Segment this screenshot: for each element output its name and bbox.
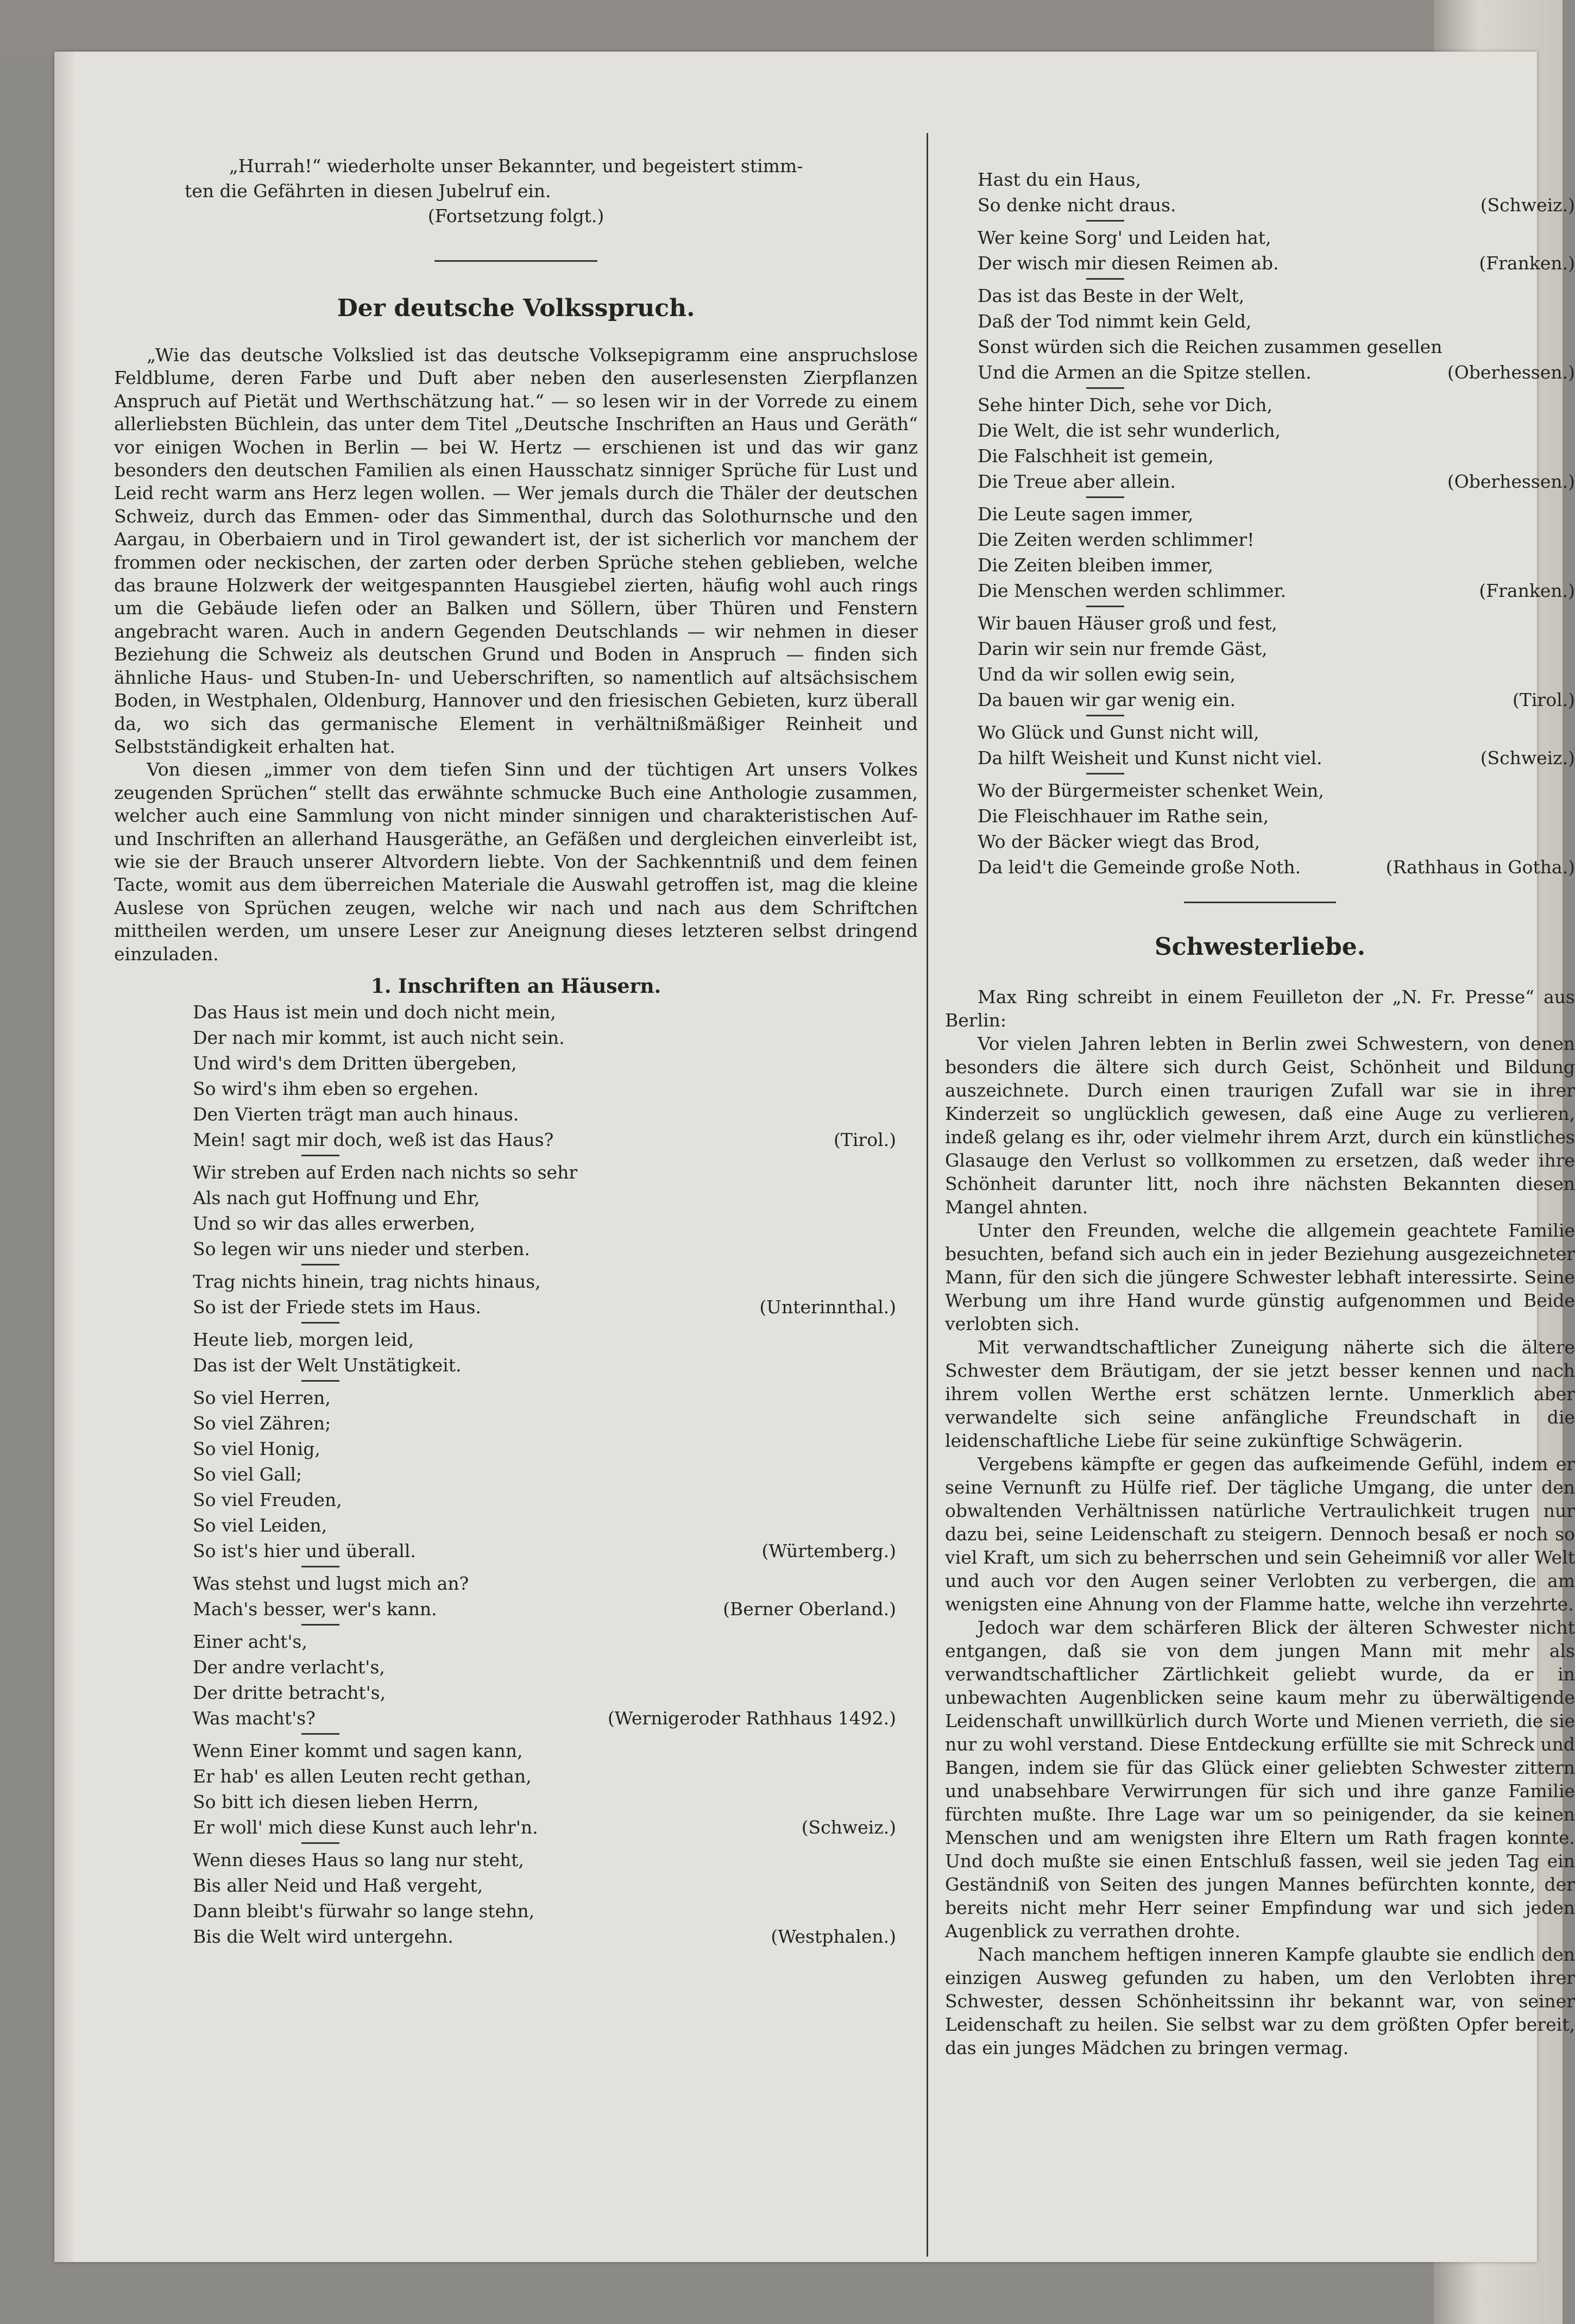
verse (193, 999, 896, 1152)
verse (193, 1629, 896, 1731)
article-paragraph: Nach manchem heftigen inneren Kampfe glaubte sie endlich den einzigen Ausweg gefunden zu haben, um den Verlobten ihrer Schwester, dessen Schönheitssinn ihr bekannt war, von seiner Leidenschaft zu heilen. Sie selbst war zu dem größten Opfer bereit, das ein junges Mädchen zu bringen vermag. (945, 1944, 1575, 2058)
verse-separator (301, 1264, 339, 1265)
verse-list (114, 999, 918, 1949)
verse (978, 610, 1575, 713)
verse-line: Wo Glück und Gunst nicht will, (978, 722, 1259, 743)
verse-separator (1086, 606, 1124, 607)
verse (978, 167, 1575, 218)
verse-line: Wir bauen Häuser groß und fest, (978, 613, 1277, 634)
verse (193, 1571, 896, 1622)
verse-line: Die Leute sagen immer, (978, 503, 1194, 525)
article-paragraph: Vor vielen Jahren lebten in Berlin zwei Schwestern, von denen besonders die ältere sich durch Geist, Schönheit und Bildung auszeichnete. Durch einen traurigen Zufall war sie in ihrer Kinderzeit so unglücklich gewesen, daß eine Auge zu verlieren, indeß gelang es ihr, oder vielmehr ihrem Arzt, durch ein künstliches Glasauge den Verlust so vollkommen zu ersetzen, daß weder ihre Schönheit darunter litt, noch ihre nächsten Bekannten diesen Mangel ahnten. (945, 1033, 1575, 1218)
verse-line: So ist der Friede stets im Haus. (193, 1296, 481, 1318)
verse-line: So viel Zähren; (193, 1412, 331, 1434)
verse-line: Die Zeiten werden schlimmer! (978, 529, 1255, 550)
verse-line: Das Haus ist mein und doch nicht mein, (193, 1001, 556, 1023)
verse-line: Und wird's dem Dritten übergeben, (193, 1052, 517, 1074)
verse-line: Die Welt, die ist sehr wunderlich, (978, 420, 1281, 441)
verse-line: Er woll' mich diese Kunst auch lehr'n. (193, 1816, 538, 1838)
verse-source: (Westphalen.) (771, 1925, 896, 1947)
verse-line: Sonst würden sich die Reichen zusammen gesellen (978, 336, 1442, 357)
verse-line: So viel Honig, (193, 1438, 320, 1459)
page-edge (54, 52, 74, 2262)
newspaper-page (54, 52, 1575, 2262)
verse-line: Da hilft Weisheit und Kunst nicht viel. (978, 747, 1322, 769)
verse-line: So viel Freuden, (193, 1489, 342, 1510)
article-paragraph: Mit verwandtschaftlicher Zuneigung näherte sich die ältere Schwester dem Bräutigam, der sie jetzt besser kennen und nach ihrem vollen Werthe erst schätzen lernte. Unmerklich aber verwandelte sich seine anfängliche Freundschaft in die leidenschaftliche Liebe für seine zukünftige Schwägerin. (945, 1337, 1575, 1451)
verse (193, 1385, 896, 1564)
continuation-note: (Fortsetzung folgt.) (427, 205, 604, 226)
verse-line: Als nach gut Hoffnung und Ehr, (193, 1187, 480, 1208)
verse-source: (Tirol.) (833, 1129, 896, 1150)
verse-line: So bitt ich diesen lieben Herrn, (193, 1791, 479, 1812)
verse-separator (301, 1155, 339, 1156)
verse-separator (1086, 773, 1124, 774)
verse-source: (Rathhaus in Gotha.) (1385, 856, 1575, 878)
article-title: Der deutsche Volksspruch. (337, 294, 695, 322)
verse-line: So wird's ihm eben so ergehen. (193, 1078, 479, 1099)
verse-line: Wenn Einer kommt und sagen kann, (193, 1740, 523, 1761)
verse-line: Sehe hinter Dich, sehe vor Dich, (978, 394, 1273, 415)
verse-line: Heute lieb, morgen leid, (193, 1328, 414, 1350)
verse-line: Und da wir sollen ewig sein, (978, 664, 1236, 685)
verse-line: Wer keine Sorg' und Leiden hat, (978, 227, 1271, 248)
verse-line: Die Fleischhauer im Rathe sein, (978, 805, 1269, 827)
verse-source: (Oberhessen.) (1447, 362, 1575, 383)
verse (193, 1160, 896, 1262)
verse-line: Was macht's? (193, 1707, 316, 1729)
verse-line: Mein! sagt mir doch, weß ist das Haus? (193, 1129, 554, 1150)
left-column (114, 52, 918, 1949)
verse-line: Da bauen wir gar wenig ein. (978, 689, 1236, 710)
verse-source: (Oberhessen.) (1447, 471, 1575, 492)
verse-line: So viel Leiden, (193, 1514, 327, 1536)
verse-line: Und so wir das alles erwerben, (193, 1212, 476, 1234)
verse-line: Die Zeiten bleiben immer, (978, 555, 1214, 576)
verse-line: So denke nicht draus. (978, 194, 1176, 216)
article-paragraph: „Wie das deutsche Volkslied ist das deutsche Volksepigramm eine anspruchslose Feldblume, deren Farbe und Duft aber neben den auserlesensten Zierpflanzen Anspruch auf Pietät und Werthschätzung hat.“ — so lesen wir in der Vorrede zu einem allerliebsten Büchlein, das unter dem Titel „Deutsche Inschriften an Haus und Geräth“ vor einigen Wochen in Berlin — bei W. Hertz — erschienen ist und das wir ganz besonders den deutschen Familien als einen Hausschatz sinniger Sprüche für Lust und Leid recht warm ans Herz legen wollen. — Wer jemals durch die Thäler der deutschen Schweiz, durch das Emmen- oder das Simmenthal, durch das Solothurnsche und den Aargau, in Oberbaiern und in Tirol gewandert ist, der ist sicherlich vor manchem der frommen oder neckischen, der zarten oder derben Sprüche stehen geblieben, welche das braune Holzwerk der weitgespannten Hausgiebel zierten, häufig wohl auch rings um die Gebäude liefen oder an Balken und Söllern, über Thüren und Fenstern angebracht waren. Auch in andern Gegenden Deutschlands — wir nehmen in dieser Beziehung die Schweiz als deutschen Grund und Boden in Anspruch — finden sich ähnliche Haus- und Stuben-In- und Ueberschriften, so namentlich auf altsächsischem Boden, in Westphalen, Oldenburg, Hannover und den friesischen Gebieten, kurz überall da, wo sich das germanische Element in verhältnißmäßiger Reinheit und Selbstständigkeit erhalten hat. (114, 344, 918, 757)
verse-line: Und die Armen an die Spitze stellen. (978, 362, 1312, 383)
verse-separator (301, 1322, 339, 1324)
verse-source: (Tirol.) (1512, 689, 1575, 710)
verse-separator (301, 1733, 339, 1735)
verse-separator (301, 1566, 339, 1567)
verse-line: Hast du ein Haus, (978, 169, 1141, 190)
verse-list (945, 167, 1575, 880)
verse-line: So ist's hier und überall. (193, 1540, 416, 1561)
verse-line: Die Menschen werden schlimmer. (978, 580, 1287, 601)
intro-line: ten die Gefährten in diesen Jubelruf ein. (185, 180, 551, 201)
verse-source: (Wernigeroder Rathhaus 1492.) (607, 1707, 896, 1729)
verse-separator (1086, 715, 1124, 716)
verse-line: Wenn dieses Haus so lang nur steht, (193, 1849, 524, 1870)
verse-source: (Schweiz.) (801, 1816, 896, 1838)
verse-source: (Schweiz.) (1480, 747, 1575, 769)
verse-separator (301, 1842, 339, 1844)
verse-line: Den Vierten trägt man auch hinaus. (193, 1103, 519, 1125)
article-paragraph: Max Ring schreibt in einem Feuilleton der „N. Fr. Presse“ aus Berlin: (945, 986, 1575, 1031)
verse-line: Der dritte betracht's, (193, 1681, 386, 1703)
verse (193, 1327, 896, 1378)
intro-line: „Hurrah!“ wiederholte unser Bekannter, und begeistert stimm- (229, 155, 803, 177)
verse-separator (1086, 387, 1124, 389)
verse-line: So viel Herren, (193, 1387, 331, 1408)
article-title: Schwesterliebe. (1154, 933, 1366, 961)
verse (193, 1738, 896, 1840)
article-paragraph: Unter den Freunden, welche die allgemein geachtete Familie besuchten, befand sich auch ein in jeder Beziehung ausgezeichneter Mann, für den sich die jüngere Schwester lebhaft interessirte. Seine Werbung um ihre Hand wurde günstig aufgenommen und Beide verlobten sich. (945, 1220, 1575, 1334)
verse-line: Er hab' es allen Leuten recht gethan, (193, 1765, 532, 1787)
article-paragraph: Von diesen „immer von dem tiefen Sinn und der tüchtigen Art unsers Volkes zeugenden Sprüchen“ stellt das erwähnte schmucke Buch eine Anthologie zusammen, welcher auch eine Sammlung von nicht minder sinnigen und charakteristischen Auf- und Inschriften an allerhand Hausgeräthe, an Gefäßen und dergleichen einverleibt ist, wie sie der Brauch unserer Altvordern liebte. Von der Sachkenntniß und dem feinen Tacte, womit aus dem überreichen Materiale die Auswahl getroffen ist, mag die kleine Auslese von Sprüchen zeugen, welche wir nach und nach aus dem Schriftchen mittheilen werden, um unsere Leser zur Aneignung dieses letzteren selbst dringend einzuladen. (114, 759, 918, 965)
verse-line: Der nach mir kommt, ist auch nicht sein. (193, 1026, 565, 1048)
verse (978, 392, 1575, 494)
verse (193, 1269, 896, 1320)
verse-line: Die Falschheit ist gemein, (978, 445, 1214, 467)
verse-line: Trag nichts hinein, trag nichts hinaus, (193, 1270, 541, 1292)
verse-source: (Würtemberg.) (761, 1540, 896, 1561)
verse-line: Das ist der Welt Unstätigkeit. (193, 1354, 462, 1376)
verse-line: So viel Gall; (193, 1463, 302, 1485)
verse-separator (1086, 278, 1124, 280)
verse-source: (Franken.) (1479, 580, 1575, 601)
verse (978, 225, 1575, 276)
verse-separator (301, 1380, 339, 1382)
verse-separator (1086, 496, 1124, 498)
verse-line: Was stehst und lugst mich an? (193, 1572, 469, 1594)
verse-line: Dann bleibt's fürwahr so lange stehn, (193, 1900, 535, 1922)
verse-source: (Schweiz.) (1480, 194, 1575, 216)
verse-source: (Unterinnthal.) (759, 1296, 896, 1318)
verse-line: Wo der Bürgermeister schenket Wein, (978, 780, 1324, 801)
verse-source: (Berner Oberland.) (723, 1598, 896, 1620)
verse (978, 778, 1575, 880)
section-title: 1. Inschriften an Häusern. (370, 974, 662, 998)
verse (978, 720, 1575, 771)
verse-line: Die Treue aber allein. (978, 471, 1176, 492)
verse-line: Das ist das Beste in der Welt, (978, 285, 1245, 306)
verse-line: Mach's besser, wer's kann. (193, 1598, 437, 1620)
article-paragraph: Jedoch war dem schärferen Blick der älteren Schwester nicht entgangen, daß sie von dem jungen Mann mit mehr als verwandtschaftlicher Zärtlichkeit geliebt wurde, da er in unbewachten Augenblicken seine kaum mehr zu überwältigende Leidenschaft unwillkürlich durch Worte und Mienen verrieth, die sie nur zu wohl verstand. Diese Entdeckung erfüllte sie mit Schreck und Bangen, indem sie für das Glück einer geliebten Schwester zittern und unabsehbare Verwirrungen für sich und ihre ganze Familie fürchten mußte. Ihre Lage war um so peinigender, da sie keinen Menschen und am wenigsten ihre Eltern um Rath fragen konnte. Und doch mußte sie einen Entschluß fassen, weil sie jeden Tag ein Geständniß von Seiten des jungen Mannes befürchten konnte, der bereits nicht mehr Herr seiner Empfindung war und sich jeden Augenblick zu verrathen drohte. (945, 1617, 1575, 1942)
verse-line: Wir streben auf Erden nach nichts so sehr (193, 1161, 578, 1183)
verse-line: Da leid't die Gemeinde große Noth. (978, 856, 1301, 878)
verse (978, 283, 1575, 385)
verse (978, 501, 1575, 603)
verse-line: Bis aller Neid und Haß vergeht, (193, 1874, 483, 1896)
verse-line: Der andre verlacht's, (193, 1656, 385, 1678)
verse-line: So legen wir uns nieder und sterben. (193, 1238, 530, 1259)
verse-line: Daß der Tod nimmt kein Geld, (978, 311, 1252, 332)
verse-separator (301, 1624, 339, 1626)
verse-separator (1086, 220, 1124, 222)
verse-line: Darin wir sein nur fremde Gäst, (978, 638, 1268, 659)
verse-line: Der wisch mir diesen Reimen ab. (978, 253, 1279, 274)
verse-line: Wo der Bäcker wiegt das Brod, (978, 831, 1261, 852)
right-column (945, 52, 1575, 2060)
verse-source: (Franken.) (1479, 253, 1575, 274)
article-body (945, 985, 1575, 2060)
verse (193, 1847, 896, 1949)
article-paragraph: Vergebens kämpfte er gegen das aufkeimende Gefühl, indem er seine Vernunft zu Hülfe rief. Der tägliche Umgang, die unter den obwaltenden Verhältnissen natürliche Vertraulichkeit trugen nur dazu bei, seine Leidenschaft zu steigern. Dennoch besaß er noch so viel Kraft, um sich zu beherrschen und sein Geheimniß vor aller Welt und auch vor den Augen seiner Verlobten zu verbergen, die am wenigsten eine Ahnung von der Flamme hatte, welche ihn verzehrte. (945, 1453, 1575, 1615)
column-divider (927, 133, 928, 2257)
scan-background-top (0, 0, 1563, 54)
verse-line: Bis die Welt wird untergehn. (193, 1925, 453, 1947)
verse-line: Einer acht's, (193, 1630, 307, 1652)
